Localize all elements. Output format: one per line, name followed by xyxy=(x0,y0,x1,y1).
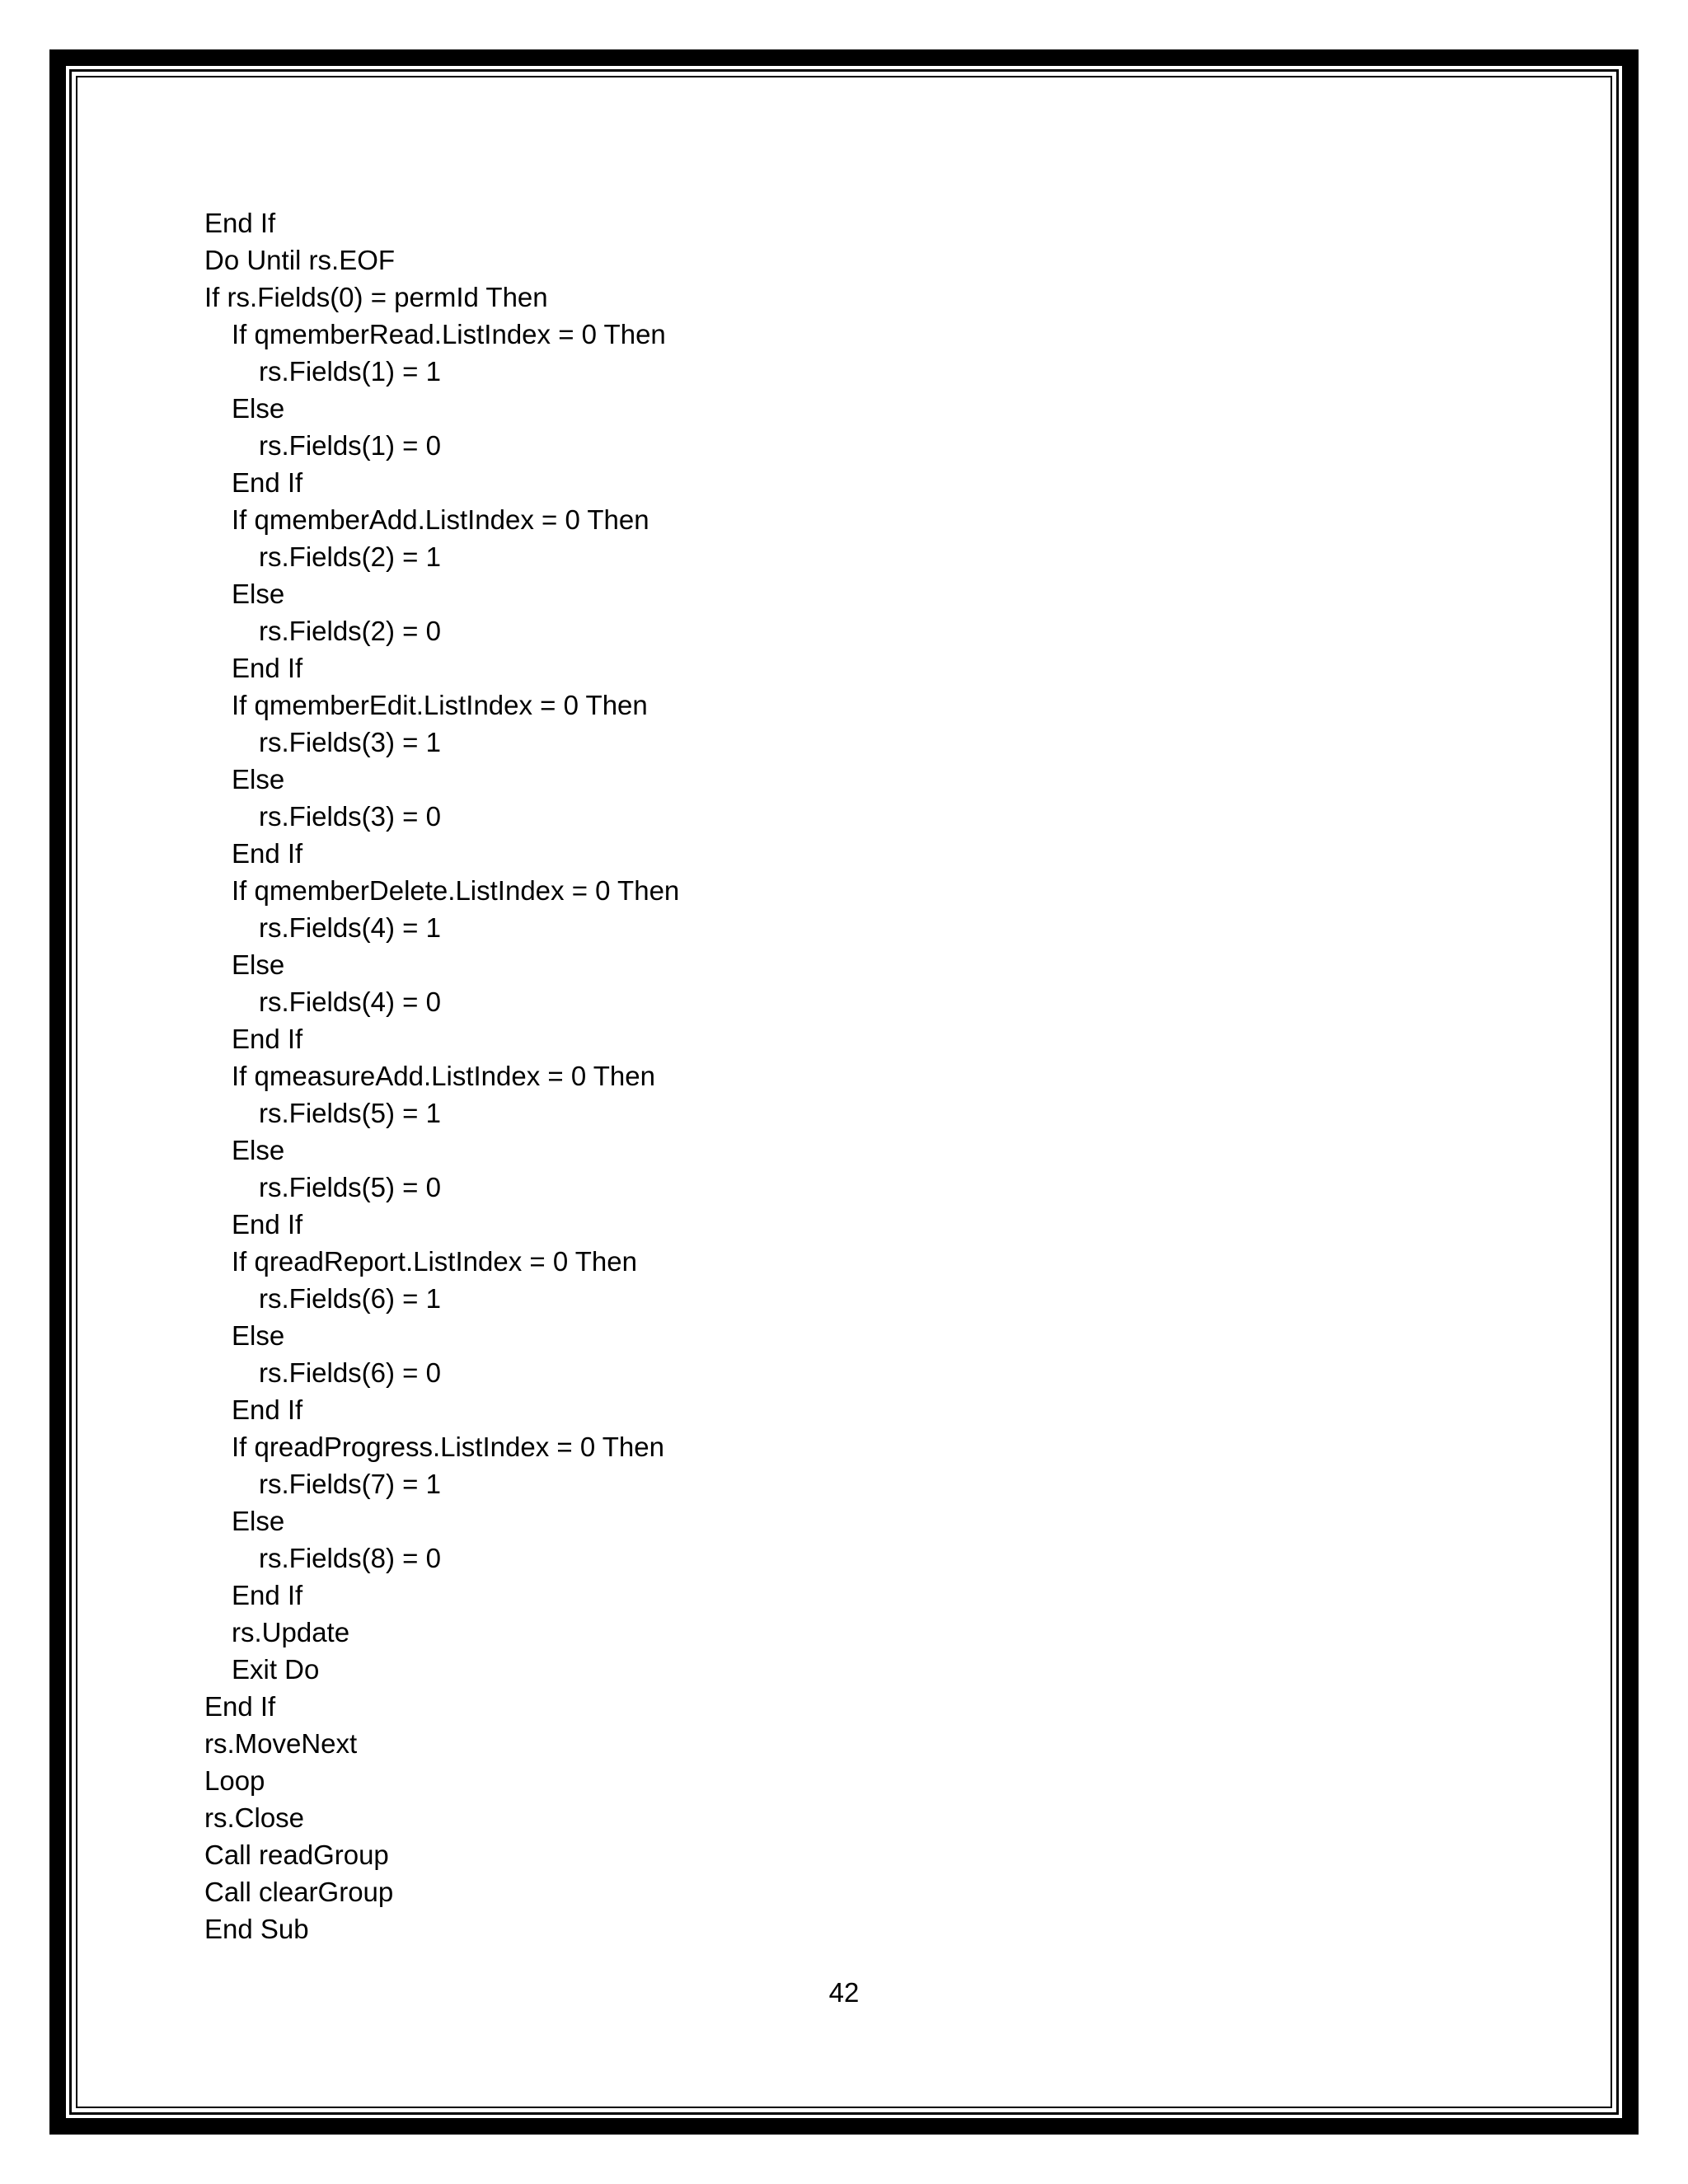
code-line: rs.Fields(7) = 1 xyxy=(259,1469,441,1499)
code-line: End If xyxy=(232,1394,303,1425)
code-line: rs.Fields(5) = 0 xyxy=(259,1172,441,1202)
code-listing xyxy=(204,204,1441,1947)
page-number: 42 xyxy=(828,1977,860,2008)
code-line: Call readGroup xyxy=(204,1840,389,1870)
code-line: rs.Fields(4) = 1 xyxy=(259,912,441,943)
code-line: Do Until rs.EOF xyxy=(204,245,396,275)
code-line: End If xyxy=(204,208,276,238)
code-line: If qmeasureAdd.ListIndex = 0 Then xyxy=(232,1061,655,1091)
code-line: End Sub xyxy=(204,1914,309,1944)
code-line: rs.Fields(5) = 1 xyxy=(259,1098,441,1128)
code-line: End If xyxy=(232,1580,303,1610)
code-line: End If xyxy=(232,838,303,869)
code-line: End If xyxy=(204,1691,276,1722)
code-line: If rs.Fields(0) = permId Then xyxy=(204,282,548,312)
code-line: rs.Fields(2) = 1 xyxy=(259,541,441,572)
code-line: rs.Fields(6) = 0 xyxy=(259,1357,441,1388)
code-line: If qreadProgress.ListIndex = 0 Then xyxy=(232,1432,664,1462)
code-line: If qmemberRead.ListIndex = 0 Then xyxy=(232,319,666,349)
code-line: If qmemberDelete.ListIndex = 0 Then xyxy=(232,875,680,906)
code-line: If qmemberEdit.ListIndex = 0 Then xyxy=(232,690,648,720)
code-line: rs.Update xyxy=(232,1617,350,1647)
code-line: rs.Fields(8) = 0 xyxy=(259,1543,441,1573)
code-line: rs.Fields(2) = 0 xyxy=(259,616,441,646)
code-line: Loop xyxy=(204,1765,265,1796)
code-line: Else xyxy=(232,393,285,424)
code-line: If qreadReport.ListIndex = 0 Then xyxy=(232,1246,637,1277)
code-line: rs.MoveNext xyxy=(204,1728,358,1759)
code-line: Else xyxy=(232,1320,285,1351)
code-line: Else xyxy=(232,579,285,609)
code-line: End If xyxy=(232,1024,303,1054)
code-line: Exit Do xyxy=(232,1654,320,1685)
code-line: End If xyxy=(232,1209,303,1240)
code-line: Else xyxy=(232,1506,285,1536)
code-line: Else xyxy=(232,1135,285,1165)
code-line: rs.Fields(6) = 1 xyxy=(259,1283,441,1314)
code-line: End If xyxy=(232,653,303,683)
code-line: Call clearGroup xyxy=(204,1877,394,1907)
code-line: rs.Fields(3) = 0 xyxy=(259,801,441,832)
code-line: Else xyxy=(232,949,285,980)
code-line: Else xyxy=(232,764,285,794)
code-line: If qmemberAdd.ListIndex = 0 Then xyxy=(232,504,649,535)
code-line: rs.Fields(4) = 0 xyxy=(259,987,441,1017)
code-line: rs.Fields(3) = 1 xyxy=(259,727,441,757)
code-line: rs.Fields(1) = 1 xyxy=(259,356,441,387)
code-line: rs.Close xyxy=(204,1802,305,1833)
code-line: End If xyxy=(232,467,303,498)
code-line: rs.Fields(1) = 0 xyxy=(259,430,441,461)
